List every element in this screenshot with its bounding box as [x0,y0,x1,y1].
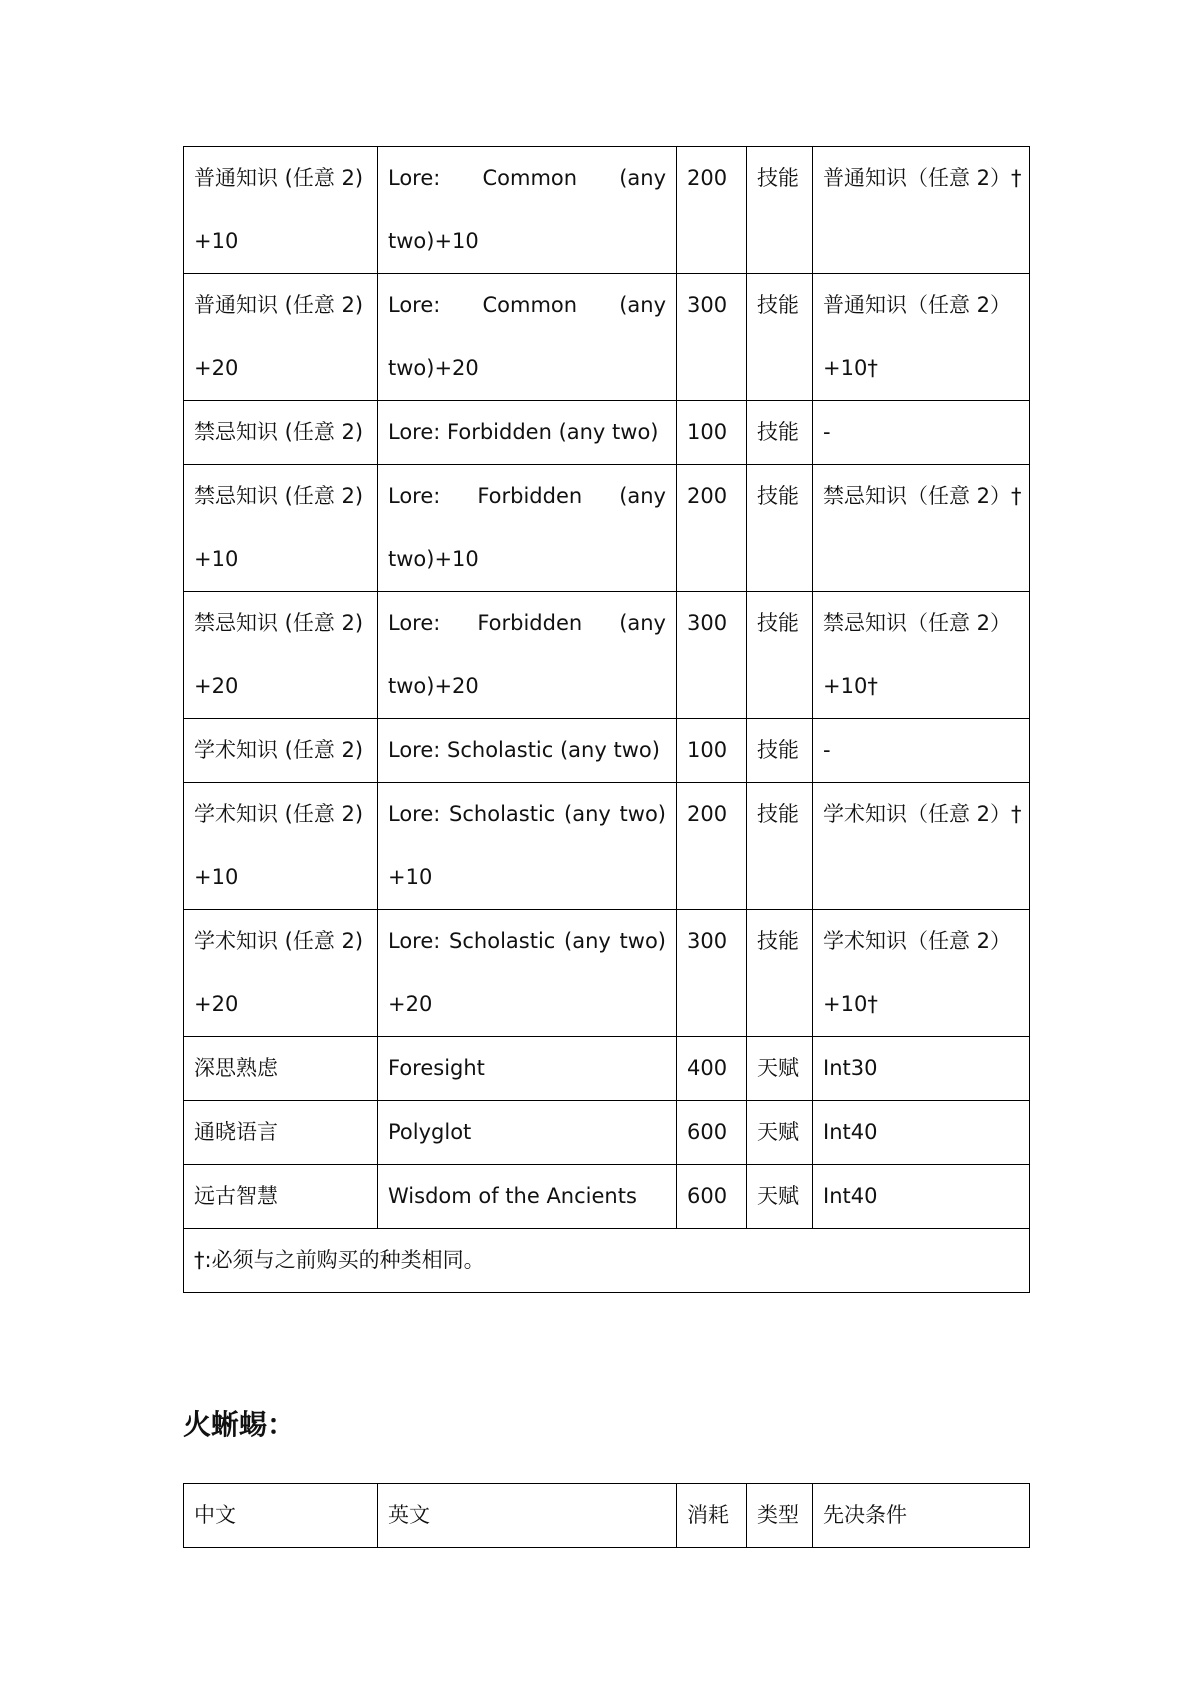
cell-english-name-line: Lore: Scholastic (any two) [388,802,666,826]
cell-english-name-line: Polyglot [388,1120,472,1144]
cell-type: 天赋 [747,1165,813,1229]
table-row [184,1165,1030,1229]
table-row [184,783,1030,910]
cell-english-name-line: +20 [388,992,433,1016]
cell-english-name [378,274,677,401]
talent-table-body [184,147,1030,1293]
cell-prerequisite-line: 禁忌知识（任意 2） [823,611,1012,635]
cell-english-name-line: Lore: Forbidden (any [388,611,666,635]
cell-chinese-name-line: 远古智慧 [194,1184,278,1208]
table-row [184,147,1030,274]
cell-prerequisite-line: - [823,738,831,762]
cell-english-name-line: two)+10 [388,229,479,253]
cell-english-name-line: two)+10 [388,547,479,571]
cell-chinese-name-line: +20 [194,674,239,698]
talent-table [183,146,1030,1293]
header-prerequisite: 先决条件 [813,1484,1030,1548]
cell-english-name-line: two)+20 [388,356,479,380]
cell-chinese-name [184,1165,378,1229]
table-row [184,274,1030,401]
cell-english-name-line: Lore: Forbidden (any [388,484,666,508]
cell-prerequisite-line: Int40 [823,1120,878,1144]
cell-cost: 600 [677,1101,747,1165]
cell-chinese-name-line: 学术知识 (任意 2) [194,738,364,762]
cell-type: 技能 [747,274,813,401]
cell-chinese-name [184,592,378,719]
footnote-row [184,1229,1030,1293]
cell-prerequisite-line: 普通知识（任意 2） [823,293,1012,317]
cell-prerequisite [813,1101,1030,1165]
cell-english-name [378,719,677,783]
header-cost: 消耗 [677,1484,747,1548]
cell-prerequisite [813,1037,1030,1101]
cell-cost: 600 [677,1165,747,1229]
cell-cost: 200 [677,783,747,910]
table-row [184,592,1030,719]
cell-prerequisite-line: Int40 [823,1184,878,1208]
cell-english-name-line: Wisdom of the Ancients [388,1184,637,1208]
cell-chinese-name-line: +10 [194,865,239,889]
cell-prerequisite [813,592,1030,719]
salamander-table [183,1483,1030,1548]
cell-cost: 200 [677,147,747,274]
cell-english-name-line: Lore: Scholastic (any two) [388,929,666,953]
cell-prerequisite-line: +10† [823,992,878,1016]
cell-type: 技能 [747,465,813,592]
cell-prerequisite [813,401,1030,465]
table-row [184,910,1030,1037]
cell-english-name-line: Lore: Common (any [388,166,666,190]
cell-english-name [378,592,677,719]
cell-english-name [378,465,677,592]
cell-chinese-name-line: 学术知识 (任意 2) [194,929,364,953]
cell-chinese-name-line: +20 [194,992,239,1016]
cell-prerequisite-line: 禁忌知识（任意 2）† [823,484,1022,508]
cell-prerequisite [813,719,1030,783]
cell-chinese-name-line: 禁忌知识 (任意 2) [194,611,364,635]
cell-english-name [378,147,677,274]
header-en: 英文 [378,1484,677,1548]
footnote: †:必须与之前购买的种类相同。 [184,1229,1030,1293]
section-heading: 火蜥蜴： [183,1408,296,1441]
cell-chinese-name-line: 普通知识 (任意 2) [194,166,364,190]
cell-english-name [378,1037,677,1101]
cell-chinese-name [184,783,378,910]
header-zh: 中文 [184,1484,378,1548]
cell-prerequisite [813,910,1030,1037]
cell-chinese-name-line: 普通知识 (任意 2) [194,293,364,317]
cell-cost: 100 [677,719,747,783]
cell-cost: 300 [677,592,747,719]
cell-prerequisite-line: +10† [823,356,878,380]
cell-prerequisite [813,1165,1030,1229]
cell-chinese-name [184,910,378,1037]
cell-chinese-name-line: +10 [194,547,239,571]
cell-chinese-name [184,465,378,592]
cell-chinese-name-line: 深思熟虑 [194,1056,278,1080]
cell-type: 技能 [747,719,813,783]
cell-cost: 100 [677,401,747,465]
cell-type: 技能 [747,401,813,465]
cell-type: 天赋 [747,1037,813,1101]
cell-chinese-name-line: +20 [194,356,239,380]
cell-chinese-name [184,274,378,401]
cell-type: 天赋 [747,1101,813,1165]
cell-english-name-line: Lore: Scholastic (any two) [388,738,660,762]
cell-prerequisite-line: Int30 [823,1056,878,1080]
cell-chinese-name-line: 学术知识 (任意 2) [194,802,364,826]
cell-prerequisite [813,147,1030,274]
cell-english-name-line: Lore: Forbidden (any two) [388,420,659,444]
header-type: 类型 [747,1484,813,1548]
cell-english-name-line: Foresight [388,1056,485,1080]
cell-type: 技能 [747,783,813,910]
table-header-row [184,1484,1030,1548]
cell-chinese-name [184,401,378,465]
cell-chinese-name [184,719,378,783]
cell-prerequisite-line: - [823,420,831,444]
cell-english-name [378,1101,677,1165]
cell-english-name-line: Lore: Common (any [388,293,666,317]
table-row [184,401,1030,465]
cell-type: 技能 [747,147,813,274]
table-row [184,1101,1030,1165]
table-row [184,465,1030,592]
cell-prerequisite-line: +10† [823,674,878,698]
cell-cost: 300 [677,274,747,401]
cell-chinese-name-line: 禁忌知识 (任意 2) [194,484,364,508]
cell-english-name [378,401,677,465]
cell-prerequisite-line: 普通知识（任意 2）† [823,166,1022,190]
cell-type: 技能 [747,910,813,1037]
cell-english-name [378,1165,677,1229]
cell-prerequisite [813,465,1030,592]
cell-prerequisite [813,783,1030,910]
cell-english-name [378,783,677,910]
cell-prerequisite-line: 学术知识（任意 2）† [823,802,1022,826]
cell-prerequisite-line: 学术知识（任意 2） [823,929,1012,953]
cell-english-name-line: +10 [388,865,433,889]
cell-chinese-name [184,1101,378,1165]
cell-prerequisite [813,274,1030,401]
cell-chinese-name-line: +10 [194,229,239,253]
cell-chinese-name [184,147,378,274]
cell-chinese-name [184,1037,378,1101]
cell-chinese-name-line: 禁忌知识 (任意 2) [194,420,364,444]
table-row [184,1037,1030,1101]
cell-english-name [378,910,677,1037]
cell-type: 技能 [747,592,813,719]
table-row [184,719,1030,783]
cell-cost: 200 [677,465,747,592]
cell-english-name-line: two)+20 [388,674,479,698]
cell-chinese-name-line: 通晓语言 [194,1120,278,1144]
cell-cost: 300 [677,910,747,1037]
cell-cost: 400 [677,1037,747,1101]
